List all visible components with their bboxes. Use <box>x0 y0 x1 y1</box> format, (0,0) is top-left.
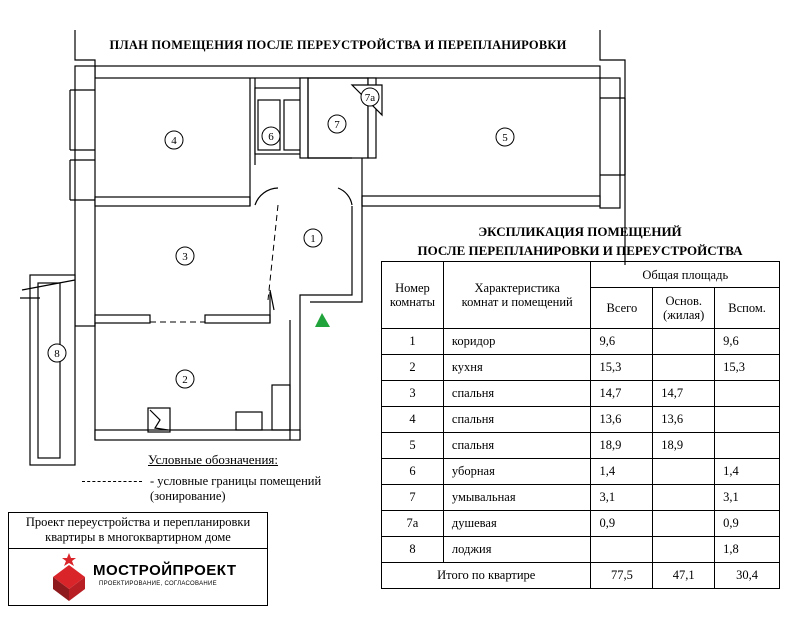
explication-title-line1: ЭКСПЛИКАЦИЯ ПОМЕЩЕНИЙ <box>478 224 682 239</box>
room-area-total: 14,7 <box>591 381 653 407</box>
room-area-total: 9,6 <box>591 329 653 355</box>
room-name: лоджия <box>443 537 591 563</box>
table-row <box>382 355 780 381</box>
room-area-main <box>653 329 715 355</box>
totals-row <box>382 563 780 589</box>
table-row <box>382 407 780 433</box>
room-number: 6 <box>382 459 444 485</box>
totals-main: 47,1 <box>653 563 715 589</box>
room-area-total: 3,1 <box>591 485 653 511</box>
room-number: 2 <box>382 355 444 381</box>
header-aux: Вспом. <box>715 288 780 329</box>
totals-total: 77,5 <box>591 563 653 589</box>
room-name: спальня <box>443 381 591 407</box>
room-name: спальня <box>443 407 591 433</box>
room-area-main <box>653 511 715 537</box>
header-total: Всего <box>591 288 653 329</box>
room-area-aux <box>715 407 780 433</box>
room-number: 5 <box>382 433 444 459</box>
explication-title <box>380 222 780 260</box>
room-number: 3 <box>382 381 444 407</box>
room-area-aux: 0,9 <box>715 511 780 537</box>
room-label-4: 4 <box>171 135 177 147</box>
entrance-marker <box>315 313 330 327</box>
room-area-main <box>653 355 715 381</box>
room-label-8: 8 <box>54 348 60 360</box>
room-area-main: 14,7 <box>653 381 715 407</box>
room-area-aux: 1,4 <box>715 459 780 485</box>
table-row <box>382 433 780 459</box>
room-name: кухня <box>443 355 591 381</box>
plan-title: ПЛАН ПОМЕЩЕНИЯ ПОСЛЕ ПЕРЕУСТРОЙСТВА И ПЕРЕПЛАНИРОВКИ <box>109 38 567 52</box>
room-area-total: 18,9 <box>591 433 653 459</box>
room-name: коридор <box>443 329 591 355</box>
room-name: душевая <box>443 511 591 537</box>
company-tagline: ПРОЕКТИРОВАНИЕ, СОГЛАСОВАНИЕ <box>99 581 217 587</box>
room-label-5: 5 <box>502 132 508 144</box>
room-label-7: 7 <box>334 119 340 131</box>
totals-aux: 30,4 <box>715 563 780 589</box>
room-area-aux: 15,3 <box>715 355 780 381</box>
room-number: 7 <box>382 485 444 511</box>
room-label-2: 2 <box>182 374 188 386</box>
stamp-project-text: Проект переустройства и перепланировки квартиры в многоквартирном доме <box>9 515 267 549</box>
room-name: спальня <box>443 433 591 459</box>
room-name: умывальная <box>443 485 591 511</box>
room-area-aux: 3,1 <box>715 485 780 511</box>
room-label-1: 1 <box>310 233 316 245</box>
room-label-3: 3 <box>182 251 188 263</box>
room-area-aux: 1,8 <box>715 537 780 563</box>
legend-item: - условные границы помещений (зонирование) <box>150 474 322 503</box>
room-area-total: 13,6 <box>591 407 653 433</box>
explication-table <box>381 261 780 589</box>
room-area-aux <box>715 433 780 459</box>
table-row <box>382 459 780 485</box>
room-area-main <box>653 537 715 563</box>
room-label-7a: 7а <box>364 92 376 104</box>
table-row <box>382 537 780 563</box>
table-row <box>382 381 780 407</box>
room-number: 8 <box>382 537 444 563</box>
room-name: уборная <box>443 459 591 485</box>
explication-title-line2: ПОСЛЕ ПЕРЕПЛАНИРОВКИ И ПЕРЕУСТРОЙСТВА <box>417 243 743 258</box>
room-area-aux <box>715 381 780 407</box>
room-area-aux: 9,6 <box>715 329 780 355</box>
room-area-total: 1,4 <box>591 459 653 485</box>
room-area-total <box>591 537 653 563</box>
room-number: 1 <box>382 329 444 355</box>
room-area-main <box>653 485 715 511</box>
legend-title: Условные обозначения: <box>148 452 279 467</box>
header-main: Основ. (жилая) <box>653 288 715 329</box>
header-number: Номер комнаты <box>382 262 444 329</box>
table-row <box>382 511 780 537</box>
totals-label: Итого по квартире <box>382 563 591 589</box>
table-row <box>382 485 780 511</box>
room-area-main: 13,6 <box>653 407 715 433</box>
room-number: 4 <box>382 407 444 433</box>
company-logo-icon <box>49 551 89 601</box>
header-area: Общая площадь <box>591 262 780 288</box>
table-row <box>382 329 780 355</box>
legend-dash-line <box>82 481 142 482</box>
room-area-total: 0,9 <box>591 511 653 537</box>
room-area-main <box>653 459 715 485</box>
title-stamp <box>8 512 268 606</box>
room-label-6: 6 <box>268 131 274 143</box>
room-number: 7а <box>382 511 444 537</box>
header-characteristic: Характеристика комнат и помещений <box>443 262 591 329</box>
room-area-main: 18,9 <box>653 433 715 459</box>
room-area-total: 15,3 <box>591 355 653 381</box>
company-name: МОСТРОЙПРОЕКТ <box>93 562 237 579</box>
